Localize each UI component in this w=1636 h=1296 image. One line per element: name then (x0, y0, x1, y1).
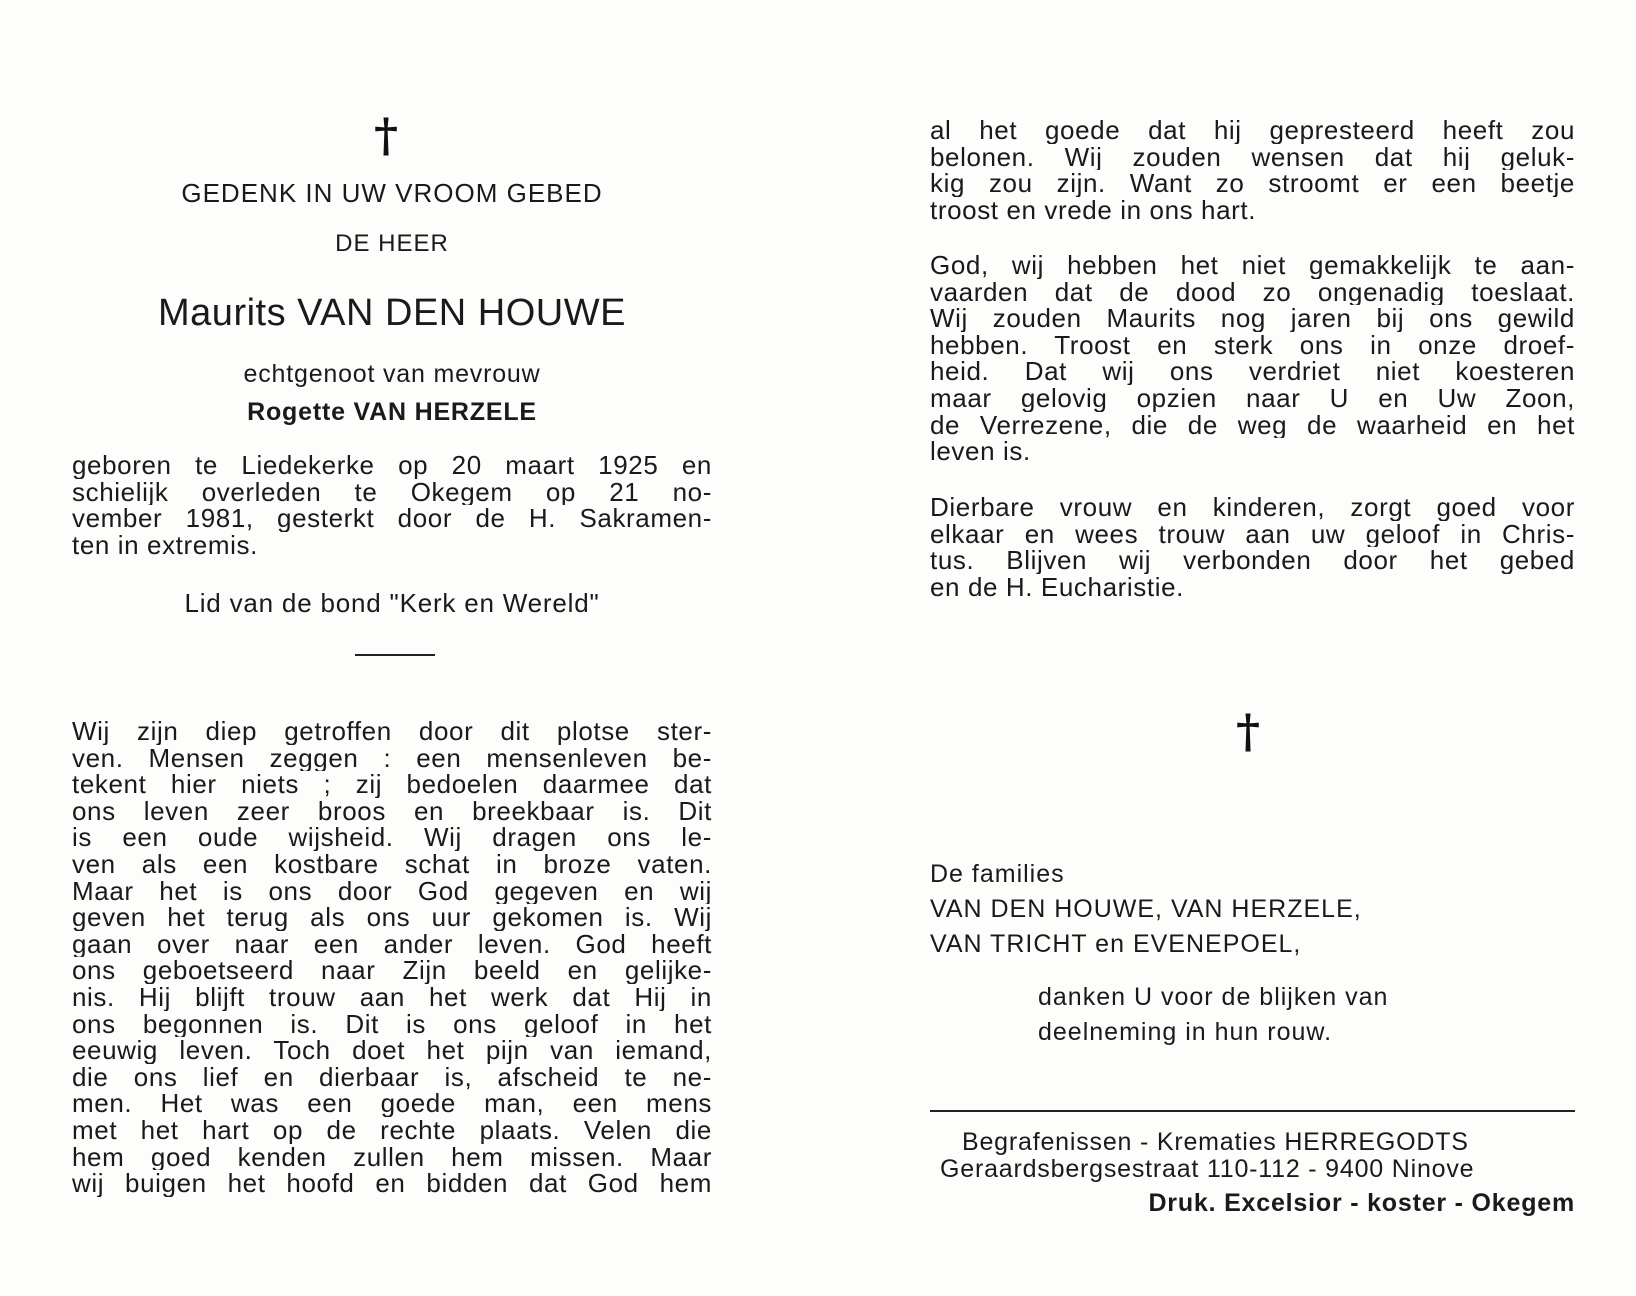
text-line: elkaar en wees trouw aan uw geloof in Chris- (930, 520, 1575, 548)
text-line: geboren te Liedekerke op 20 maart 1925 en (72, 452, 712, 479)
remembrance-heading: GEDENK IN UW VROOM GEBED (181, 178, 603, 208)
text-line: nis. Hij blijft trouw aan het werk dat Hij in (72, 983, 712, 1011)
membership-line: Lid van de bond "Kerk en Wereld" (184, 588, 600, 618)
text-line: God, wij hebben het niet gemakkelijk te aan- (930, 252, 1575, 279)
reflection-paragraph (72, 718, 712, 1197)
title-de-heer: DE HEER (335, 230, 449, 257)
text-line: men. Het was een goede man, een mens (72, 1090, 712, 1117)
funeral-home-line: Begrafenissen - Krematies HERREGODTS (962, 1128, 1469, 1156)
text-line: Dierbare vrouw en kinderen, zorgt goed voor (930, 494, 1575, 521)
cross-icon: † (374, 108, 399, 162)
text-line: hebben. Troost en sterk ons in onze droef- (930, 331, 1575, 359)
thanks-line: danken U voor de blijken van (1038, 983, 1389, 1011)
text-line: wij buigen het hoofd en bidden dat God hem (72, 1170, 712, 1197)
funeral-home-address: Geraardsbergsestraat 110-112 - 9400 Ninove (940, 1155, 1475, 1183)
text-line: tekent hier niets ; zij bedoelen daarmee dat (72, 771, 712, 798)
text-line: tus. Blijven wij verbonden door het gebed (930, 547, 1575, 574)
cross-icon: † (1236, 704, 1261, 758)
text-line: met het hart op de rechte plaats. Velen die (72, 1116, 712, 1144)
text-line: en de H. Eucharistie. (930, 573, 1184, 601)
text-line: is een oude wijsheid. Wij dragen ons le- (72, 824, 712, 851)
prayer-paragraph (930, 252, 1575, 465)
text-line: heid. Dat wij ons verdriet niet koesteren (930, 358, 1575, 385)
thanks-line: deelneming in hun rouw. (1038, 1018, 1333, 1046)
families-line: VAN DEN HOUWE, VAN HERZELE, (930, 895, 1362, 923)
text-line: kig zou zijn. Want zo stroomt er een beetje (930, 170, 1575, 197)
text-line: ven als een kostbare schat in broze vaten. (72, 850, 712, 878)
text-line: vember 1981, gesterkt door de H. Sakramen- (72, 505, 712, 532)
spouse-name: Rogette VAN HERZELE (247, 398, 537, 426)
family-paragraph (930, 494, 1575, 600)
text-line: ons begonnen is. Dit is ons geloof in het (72, 1010, 712, 1038)
birth-death-paragraph (72, 452, 712, 558)
text-line: Wij zouden Maurits nog jaren bij ons gewild (930, 305, 1575, 332)
divider (355, 654, 435, 656)
text-line: maar gelovig opzien naar U en Uw Zoon, (930, 384, 1575, 412)
text-line: ons leven zeer broos en breekbaar is. Dit (72, 797, 712, 825)
text-line: ons geboetseerd naar Zijn beeld en gelijke- (72, 957, 712, 984)
printer-line: Druk. Excelsior - koster - Okegem (1148, 1189, 1575, 1217)
text-line: de Verrezene, die de weg de waarheid en het (930, 411, 1575, 439)
text-line: geven het terug als ons uur gekomen is. Wij (72, 904, 712, 931)
text-line: al het goede dat hij gepresteerd heeft zou (930, 117, 1575, 144)
text-line: gaan over naar een ander leven. God heeft (72, 930, 712, 958)
text-line: troost en vrede in ons hart. (930, 196, 1257, 224)
deceased-name: Maurits VAN DEN HOUWE (158, 292, 626, 334)
reflection-continued-paragraph (930, 117, 1575, 223)
text-line: schielijk overleden te Okegem op 21 no- (72, 478, 712, 506)
text-line: eeuwig leven. Toch doet het pijn van iemand, (72, 1037, 712, 1064)
families-intro: De families (930, 860, 1065, 888)
text-line: Wij zijn diep getroffen door dit plotse ster- (72, 718, 712, 745)
text-line: leven is. (930, 438, 1031, 465)
text-line: belonen. Wij zouden wensen dat hij geluk- (930, 143, 1575, 171)
text-line: hem goed kenden zullen hem missen. Maar (72, 1143, 712, 1171)
text-line: die ons lief en dierbaar is, afscheid te ne- (72, 1063, 712, 1091)
divider (930, 1110, 1575, 1112)
text-line: ten in extremis. (72, 531, 258, 559)
text-line: ven. Mensen zeggen : een mensenleven be- (72, 744, 712, 772)
spouse-intro: echtgenoot van mevrouw (243, 360, 541, 388)
text-line: vaarden dat de dood zo ongenadig toeslaat. (930, 278, 1575, 306)
families-line: VAN TRICHT en EVENEPOEL, (930, 930, 1302, 958)
text-line: Maar het is ons door God gegeven en wij (72, 877, 712, 905)
